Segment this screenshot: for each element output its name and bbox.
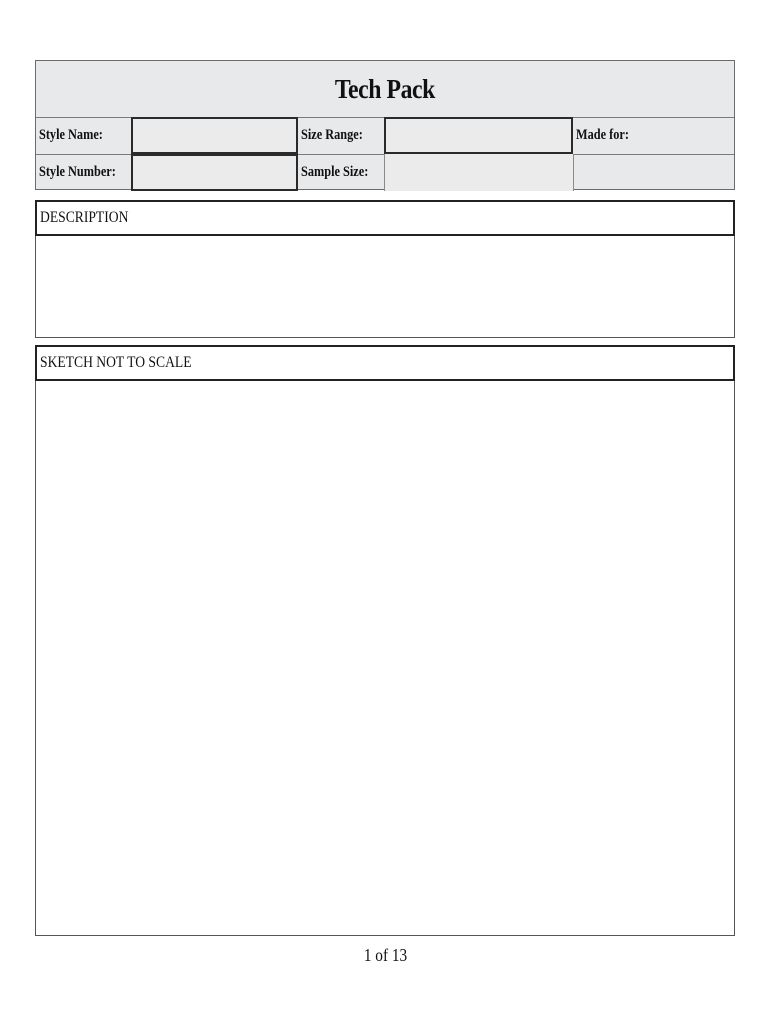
sketch-header: SKETCH NOT TO SCALE [35,345,735,381]
row-style-number [36,154,734,191]
description-area[interactable] [35,236,735,338]
style-name-label: Style Name: [39,127,103,143]
size-range-label: Size Range: [301,127,363,143]
title-row [36,61,734,118]
row-style-name [36,117,734,155]
style-number-field[interactable] [131,154,298,191]
size-range-field[interactable] [384,117,573,154]
page-title: Tech Pack [334,73,436,104]
made-for-field[interactable] [574,154,734,191]
sample-size-field[interactable] [384,154,574,191]
page-number: 1 of 13 [363,945,407,965]
style-name-field[interactable] [131,117,298,154]
tech-pack-header [35,60,735,190]
sketch-area[interactable] [35,381,735,936]
sample-size-label: Sample Size: [301,164,369,180]
description-header: DESCRIPTION [35,200,735,236]
style-number-label: Style Number: [39,164,116,180]
made-for-label: Made for: [576,127,629,143]
